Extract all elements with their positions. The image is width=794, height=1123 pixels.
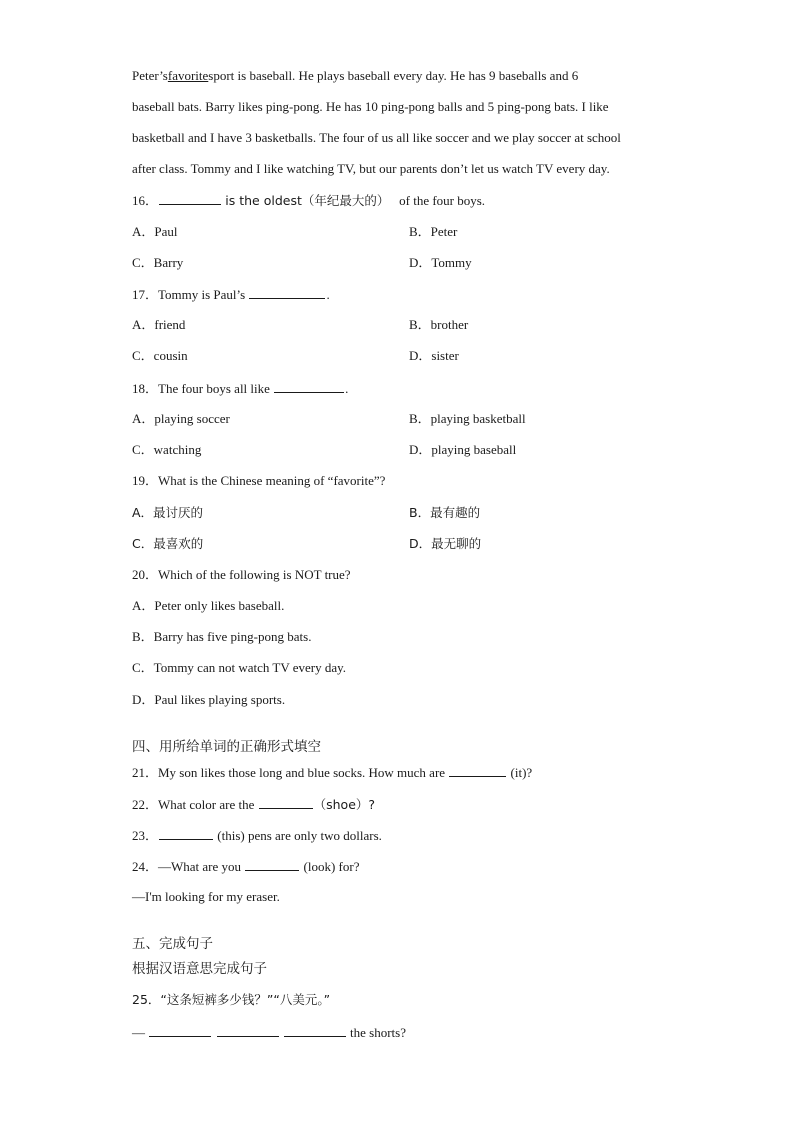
option-b[interactable]: B．Peter — [409, 224, 458, 239]
question-text: of the four boys. — [399, 193, 486, 208]
option-d[interactable]: D．sister — [409, 348, 459, 363]
passage-line-2: baseball bats. Barry likes ping-pong. He has 10 ping-pong balls and 5 ping-pong bats. I like — [132, 99, 609, 114]
question-22 — [132, 795, 375, 814]
dash: — — [132, 1025, 145, 1040]
option-c[interactable]: C．Tommy can not watch TV every day. — [132, 660, 347, 675]
option-a[interactable]: A．playing soccer — [132, 411, 230, 426]
option-a[interactable]: A．friend — [132, 317, 186, 332]
question-text: 18．The four boys all like — [132, 381, 270, 396]
question-text: 24．—What are you — [132, 859, 242, 874]
option-a[interactable]: A．最讨厌的 — [132, 505, 204, 520]
passage-line-4: after class. Tommy and I like watching TV, but our parents don’t let us watch TV every day. — [132, 161, 610, 176]
question-16 — [132, 191, 485, 210]
option-c[interactable]: C．watching — [132, 442, 202, 457]
question-text: is the oldest（年纪最大的） — [225, 193, 390, 208]
option-d[interactable]: D．最无聊的 — [409, 536, 482, 551]
section-5-subtitle: 根据汉语意思完成句子 — [132, 961, 267, 977]
question-24 — [132, 857, 359, 876]
answer-blank[interactable] — [284, 1023, 346, 1037]
question-text: (it)? — [510, 765, 533, 780]
question-text: 22．What color are the — [132, 797, 255, 812]
option-d[interactable]: D．Tommy — [409, 255, 472, 270]
question-25: 25．“这条短裤多少钱？”“八美元。” — [132, 992, 331, 1007]
section-4-title: 四、用所给单词的正确形式填空 — [132, 739, 321, 755]
question-text: 17．Tommy is Paul’s — [132, 287, 246, 302]
option-a[interactable]: A．Paul — [132, 224, 178, 239]
answer-blank[interactable] — [149, 1023, 211, 1037]
answer-blank[interactable] — [249, 285, 325, 299]
option-a[interactable]: A．Peter only likes baseball. — [132, 598, 285, 613]
answer-blank[interactable] — [159, 826, 213, 840]
question-21 — [132, 763, 532, 782]
option-b[interactable]: B．Barry has five ping-pong bats. — [132, 629, 312, 644]
option-c[interactable]: C．最喜欢的 — [132, 536, 204, 551]
option-c[interactable]: C．cousin — [132, 348, 188, 363]
answer-blank[interactable] — [449, 763, 506, 777]
section-5-title: 五、完成句子 — [132, 936, 213, 952]
answer-blank[interactable] — [217, 1023, 279, 1037]
question-20: 20．Which of the following is NOT true? — [132, 567, 351, 582]
question-24-answer: —I'm looking for my eraser. — [132, 889, 280, 904]
underlined-word: favorite — [167, 68, 209, 83]
question-19: 19．What is the Chinese meaning of “favorite”? — [132, 473, 386, 488]
passage-line-1 — [132, 67, 578, 85]
answer-blank[interactable] — [245, 857, 299, 871]
option-d[interactable]: D．Paul likes playing sports. — [132, 692, 286, 707]
option-d[interactable]: D．playing baseball — [409, 442, 517, 457]
question-17 — [132, 285, 330, 304]
question-text: . — [345, 381, 349, 396]
option-b[interactable]: B．brother — [409, 317, 469, 332]
passage-text: Peter’s — [132, 68, 168, 83]
answer-blank[interactable] — [259, 795, 313, 809]
question-text: 21．My son likes those long and blue socks. How much are — [132, 765, 446, 780]
option-b[interactable]: B．playing basketball — [409, 411, 526, 426]
question-text: . — [326, 287, 330, 302]
option-b[interactable]: B．最有趣的 — [409, 505, 481, 520]
question-text: (look) for? — [303, 859, 360, 874]
passage-text: sport is baseball. He plays baseball every day. He has 9 baseballs and 6 — [208, 68, 579, 83]
question-25-english — [132, 1023, 406, 1042]
answer-blank[interactable] — [159, 191, 221, 205]
question-number: 23． — [132, 828, 159, 843]
question-text: the shorts? — [350, 1025, 406, 1040]
option-c[interactable]: C．Barry — [132, 255, 184, 270]
passage-line-3: basketball and I have 3 basketballs. The four of us all like soccer and we play soccer at school — [132, 130, 621, 145]
question-23 — [132, 826, 382, 845]
question-18 — [132, 379, 348, 398]
question-text: (this) pens are only two dollars. — [217, 828, 382, 843]
question-text: （shoe）? — [313, 797, 376, 812]
question-number: 16． — [132, 193, 159, 208]
answer-blank[interactable] — [274, 379, 344, 393]
